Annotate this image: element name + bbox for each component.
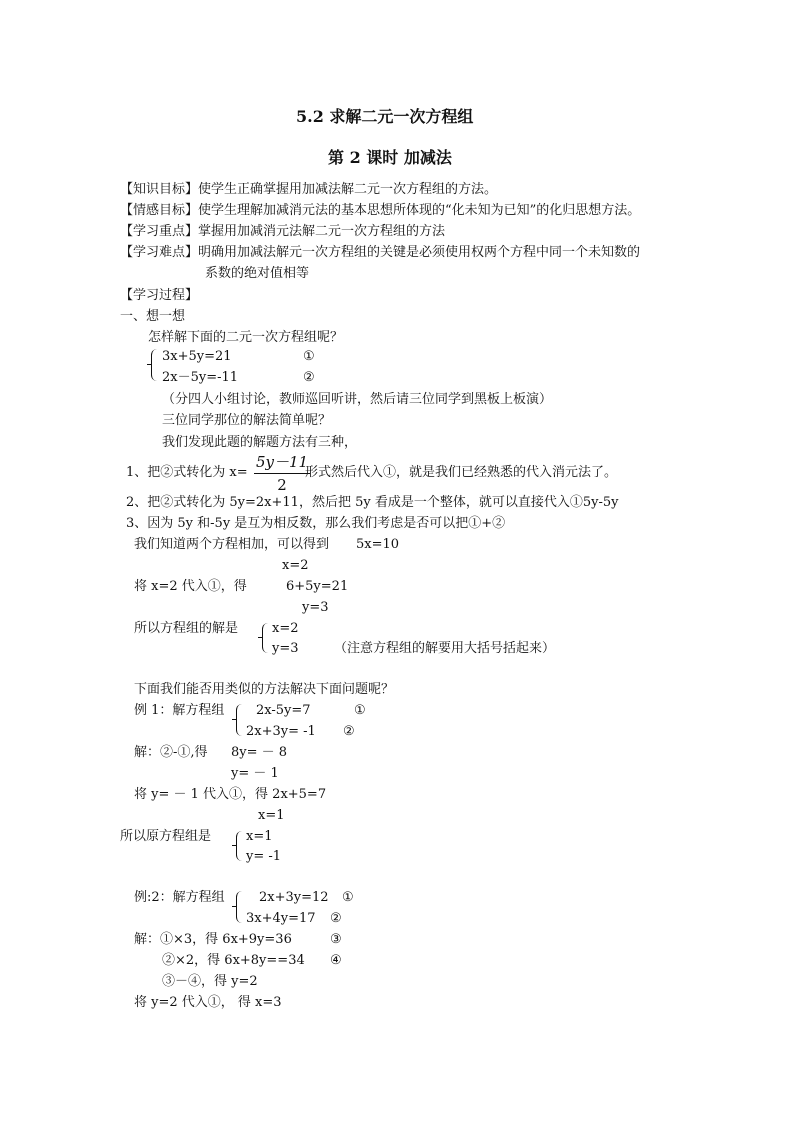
fraction: [254, 451, 310, 494]
transition-text: 下面我们能否用类似的方法解决下面问题呢？: [134, 682, 395, 697]
add-equations-result: 5x=10: [356, 537, 400, 552]
process-heading: 【学习过程】: [120, 288, 199, 303]
solution-y: y=3: [272, 641, 299, 656]
example-1-solution-brace: [236, 831, 242, 861]
example-2-step-4: 将 y=2 代入①， 得 x=3: [134, 995, 282, 1010]
example-1-step-1-result: 8y= － 8: [231, 745, 288, 760]
example-2-eq2-mark: ②: [330, 911, 342, 926]
intro-question: 怎样解下面的二元一次方程组呢？: [148, 330, 344, 345]
example-1-step-2: y= － 1: [231, 766, 279, 781]
method-2: 2、把②式转化为 5y=2x+11，然后把 5y 看成是一个整体，就可以直接代入①5y-5y: [126, 495, 619, 510]
example-2-brace: [236, 891, 242, 923]
fraction-numerator: 5y－11: [254, 451, 310, 474]
page-title: 5.2 求解二元一次方程组: [296, 107, 474, 126]
example-2-step-1-mark: ③: [330, 932, 342, 947]
example-1-eq1: 2x-5y=7: [256, 703, 311, 718]
equation-1: 3x+5y=21: [162, 349, 232, 364]
emotional-objective: 【情感目标】使学生理解加减消元法的基本思想所体现的“化未知为已知”的化归思想方法。: [120, 203, 641, 218]
lesson-subtitle: 第 2 课时 加减法: [328, 148, 452, 167]
example-2-step-1: 解：①×3，得 6x+9y=36: [134, 932, 292, 947]
example-1-eq1-mark: ①: [354, 703, 366, 718]
equation-2-mark: ②: [303, 370, 315, 385]
example-2-eq1-mark: ①: [342, 890, 354, 905]
fraction-denominator: 2: [277, 476, 287, 494]
example-1-label: 例 1：解方程组: [134, 703, 225, 718]
example-2-step-3: ③－④，得 y=2: [162, 974, 258, 989]
example-1-eq2-mark: ②: [343, 724, 355, 739]
example-2-step-2-mark: ④: [330, 953, 342, 968]
x-value: x=2: [282, 558, 309, 573]
example-2-eq1: 2x+3y=12: [259, 890, 329, 905]
method-3: 3、因为 5y 和-5y 是互为相反数，那么我们考虑是否可以把①+②: [126, 516, 506, 531]
simplest-question: 三位同学那位的解法简单呢？: [162, 413, 332, 428]
solution-x: x=2: [272, 621, 299, 636]
equation-2: 2x－5y=-11: [162, 370, 239, 385]
example-1-eq2: 2x+3y= -1: [246, 724, 316, 739]
method-1-prefix: 1、把②式转化为 x=: [126, 465, 248, 480]
key-point: 【学习重点】掌握用加减消元法解二元一次方程组的方法: [120, 224, 446, 239]
example-2-step-2: ②×2，得 6x+8y==34: [162, 953, 305, 968]
three-methods-note: 我们发现此题的解题方法有三种，: [162, 435, 358, 450]
substitute-text: 将 x=2 代入①，得: [134, 579, 247, 594]
example-1-brace: [236, 704, 242, 736]
example-1-solution-text: 所以原方程组是: [120, 829, 212, 844]
y-value: y=3: [302, 600, 329, 615]
system-brace: [151, 349, 157, 381]
example-1-step-1: 解：②-①,得: [134, 745, 208, 760]
example-2-eq2: 3x+4y=17: [246, 911, 316, 926]
example-2-label: 例:2：解方程组: [134, 890, 225, 905]
solution-note: （注意方程组的解要用大括号括起来）: [334, 641, 556, 656]
section-heading: 一、想一想: [120, 309, 186, 324]
knowledge-objective: 【知识目标】使学生正确掌握用加减法解二元一次方程组的方法。: [120, 182, 498, 197]
difficulty-continued: 系数的绝对值相等: [205, 266, 310, 281]
add-equations-text: 我们知道两个方程相加，可以得到: [134, 537, 330, 552]
group-note: （分四人小组讨论，教师巡回听讲，然后请三位同学到黑板上板演）: [162, 392, 553, 407]
solution-text: 所以方程组的解是: [134, 621, 239, 636]
equation-1-mark: ①: [303, 349, 315, 364]
example-1-step-4: x=1: [258, 808, 285, 823]
example-1-solution-y: y= -1: [246, 849, 282, 864]
solution-brace: [262, 623, 268, 653]
substitute-result: 6+5y=21: [286, 579, 349, 594]
example-1-step-3: 将 y= － 1 代入①，得 2x+5=7: [134, 787, 327, 802]
method-1-suffix: 形式然后代入①，就是我们已经熟悉的代入消元法了。: [305, 465, 618, 480]
example-1-solution-x: x=1: [246, 829, 273, 844]
difficulty: 【学习难点】明确用加减法解元一次方程组的关键是必须使用权两个方程中同一个未知数的: [120, 245, 641, 260]
